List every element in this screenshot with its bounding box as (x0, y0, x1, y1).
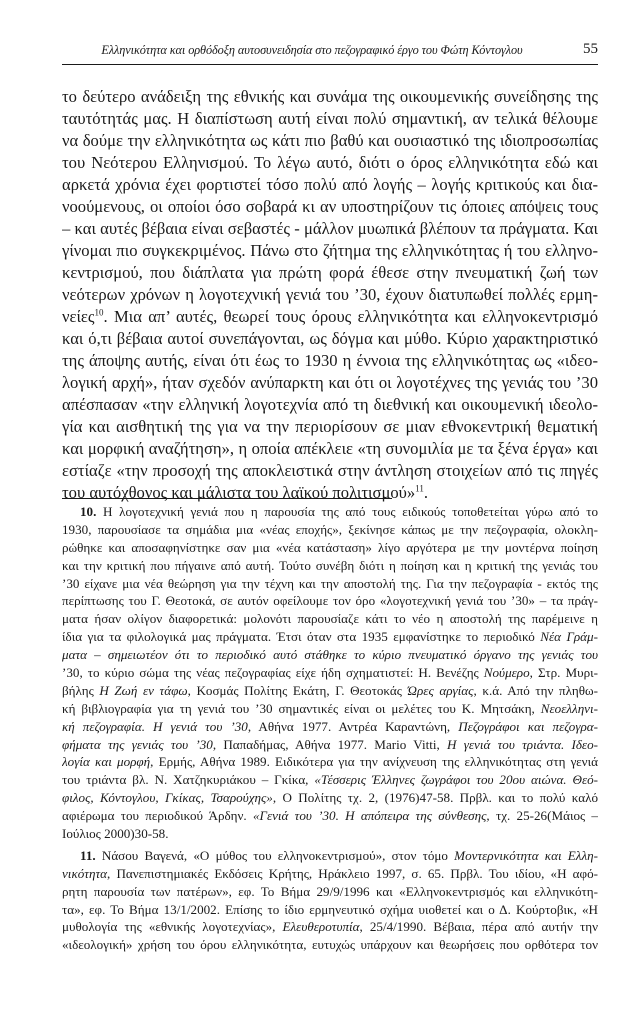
text-line: ταυτότητάς μας. Η διαπίστωση αυτή είναι πολύ σημαντική, αν τελικά θέλουμε (62, 109, 598, 128)
text-fragment: Νάσου Βαγενά, «Ο μύθος του ελληνοκεντρισμού», στον τόμο (101, 847, 455, 863)
text-fragment: αφιέρωμα του περιοδικού Άρδην. (62, 808, 253, 824)
main-text (62, 86, 598, 504)
italic-title: κή πεζογραφία. Η γενιά του ’30 (62, 718, 248, 734)
text-line: του Νεότερου Ελληνισμού. Το λέγω αυτό, διότι ο όρος ελληνικότητα εδώ και (62, 153, 598, 172)
footnote-11-line (62, 918, 598, 936)
text-fragment: του αυτόχθονος και μάλιστα του λαϊκού πολιτισμού» (62, 483, 416, 502)
text-fragment: , Ερμής, Αθήνα 1989. Ειδικότερα για την ανίχνευση της ελληνικότητας στη γενιά (150, 754, 598, 770)
footnote-10-line (62, 700, 598, 718)
text-line: νεότερων χρόνων η λογοτεχνική γενιά του ’30, έχουν διατυπωθεί πολλές ερμη- (62, 285, 598, 304)
text-fragment: ’30, το κύριο σώμα της νέας πεζογραφίας είχε ήδη σχηματιστεί: Η. Βενέζης (62, 665, 484, 681)
footnote-11-line (62, 865, 598, 883)
italic-title: ματα – σημειωτέον ότι το περιοδικό αυτό στάθηκε το κύριο πνευματικό όργανο της γενιάς του (62, 647, 598, 663)
footnote-10-line (62, 682, 598, 700)
italic-title: Ελευθεροτυπία (282, 919, 360, 935)
italic-title: Νέα Γράμ- (540, 629, 598, 645)
text-fragment: , κ.ά. Από την πληθω- (473, 682, 598, 698)
text-fragment: ίδια για τα φιλολογικά μας πράγματα. Έτσι όταν στα 1935 εμφανίστηκε το περιοδικό (62, 629, 541, 645)
text-fragment: . Μια απ’ αυτές, θεωρεί τους όρους ελληνικότητα και ελληνοκεντρισμό (103, 307, 598, 326)
text-line: και μορφική αναζήτηση», η οποία απέκλειε «τη συνομιλία με τα ξένα έργα» και (62, 439, 598, 458)
footnote-10-line: ματα ήσαν ολίγον διαφορετικά: μολονότι παρουσίαζε κάτι το νέο η αποστολή της παρέμεινε η (62, 611, 598, 627)
italic-title: φήματα της γενιάς του ’30 (62, 736, 213, 752)
text-fragment: , Στρ. Μυρι- (529, 665, 598, 681)
text-fragment: μυθολογία της «εθνικής λογοτεχνίας», (62, 919, 283, 935)
text-line (62, 306, 598, 328)
text-fragment: τχ. 25-26(Μάιος – (489, 808, 598, 824)
footnote-ref-10[interactable]: 10 (94, 307, 104, 318)
footnote-10-line: και την κριτική που πήγαινε από αυτή. Τούτο συνέβη διότι η ποίηση και η κριτική της γενιάς του (62, 557, 598, 573)
italic-title: Πεζογράφοι και πεζογρα- (458, 718, 598, 734)
footnote-10-line (62, 807, 598, 825)
italic-title: φιλος, Κόντογλου, Γκίκας, Τσαρούχης» (62, 790, 273, 806)
footnote-10-line (62, 628, 598, 646)
italic-title: Νούμερο (483, 665, 530, 681)
text-line: και ό,τι βέβαια αυτοί συνεπάγονται, ως δόγμα και μύθο. Κύριο χαρακτηριστικό (62, 329, 598, 348)
footnote-11-line: «ιδεολογική» χρήση του όρου ελληνικότητα, ευτυχώς υπάρχουν και θεωρήσεις που ορθότερα τον (62, 937, 598, 953)
footnote-10-line (62, 753, 598, 771)
footnote-11-line: ρητη παρουσία των πατέρων», εφ. Το Βήμα 29/9/1996 και «Ελληνοκεντρισμός και ελληνικότη- (62, 883, 598, 899)
italic-title: Ώρες αργίας (407, 682, 474, 698)
page-number: 55 (583, 41, 598, 57)
footnote-11-line (62, 847, 598, 865)
footnote-10-line: ’30 είχανε μια νέα θεώρηση για την τέχνη και την αποστολή της. Για την πεζογραφία - εκτός της (62, 575, 598, 591)
text-line: κεντρισμού, που διάπλατα για πρώτη φορά έθεσε στην πνευματική ζωή των (62, 263, 598, 282)
text-fragment: , Παπαδήμας, Αθήνα 1977. Mario Vitti, (212, 736, 448, 752)
text-line: αρκετά χρόνια έχει φορτιστεί τόσο πολύ από λογής – λογής κριτικούς και δια- (62, 175, 598, 194)
text-fragment: . (423, 483, 428, 502)
footnote-10-line: 1930, παρουσίασε τα σημάδια μια «νέας εποχής», ξεκίνησε κάπως με την πεζογραφία, ολοκλη- (62, 521, 598, 537)
text-fragment: , Πανεπιστημιακές Εκδόσεις Κρήτης, Ηράκλειο 1997, σ. 65. Πρβλ. Του ιδίου, «Η αφό- (107, 865, 598, 881)
italic-title: Νεοελληνι- (540, 700, 598, 716)
text-fragment: , 25/4/1990. Βέβαια, πέρα από αυτήν την (359, 919, 598, 935)
footnote-number: 10. (80, 504, 97, 519)
footnote-10-line (62, 789, 598, 807)
running-title: Ελληνικότητα και ορθόδοξη αυτοσυνειδησία στο πεζογραφικό έργο του Φώτη Κόντογλου (101, 43, 523, 57)
footnote-number: 11. (80, 847, 96, 863)
text-fragment: Η λογοτεχνική γενιά που η παρουσία της από τους ειδικούς τοποθετείται γύρω από το (103, 504, 598, 519)
text-fragment: του τριάντα βλ. Ν. Χατζηκυριάκου – Γκίκα, (62, 772, 315, 788)
text-line: της άποψης αυτής, είναι ότι έως το 1930 η έννοια της ελληνικότητας ως «ιδεο- (62, 351, 598, 370)
header-rule (62, 64, 598, 65)
text-line: νοούμενους, οι οποίοι όσο σοβαρά κι αν υποστηρίζουν τις όποιες απόψεις τους (62, 197, 598, 216)
footnote-10-line (62, 664, 598, 682)
footnote-10-line (62, 736, 598, 754)
text-fragment: , Ο Πολίτης τχ. 2, (1976)47-58. Πρβλ. και το πολύ καλό (272, 790, 598, 806)
footnotes (62, 503, 598, 954)
footnote-10-line (62, 646, 598, 664)
italic-title: Η γενιά του τριάντα. Ιδεο- (447, 736, 598, 752)
text-fragment: βήλης (62, 682, 100, 698)
italic-title: Μοντερνικότητα και Ελλη- (454, 847, 598, 863)
italic-title: «Γενιά του ’30. Η απόπειρα της σύνθεσης, (252, 808, 490, 824)
text-line: το δεύτερο ανάδειξη της εθνικής και συνάμα της οικουμενικής συνείδησης της (62, 87, 598, 106)
footnote-rule (62, 498, 392, 499)
text-line: λογική αρχή», ήταν σχεδόν ανύπαρκτη και ότι οι λογοτέχνες της γενιάς του ’30 (62, 373, 598, 392)
italic-title: «Τέσσερις Έλληνες ζωγράφοι του 20ου αιώνα. Θεό- (314, 772, 598, 788)
text-line: γία και αισθητική της για να την περιορίσουν σε μιαν εθνοκεντρική θεματική (62, 417, 598, 436)
footnote-10-line: Ιούλιος 2000)30-58. (62, 826, 169, 842)
text-line (62, 482, 598, 504)
running-header (62, 41, 598, 61)
footnote-10-line (62, 718, 598, 736)
footnote-10-line (62, 503, 598, 521)
text-fragment: νείες (62, 307, 95, 326)
footnote-11-line: τα», εφ. Το Βήμα 13/1/2002. Επίσης το ίδιο ερμηνευτικό σχήμα υιοθετεί και ο Δ. Κούρτοβικ, «Η (62, 901, 598, 917)
footnote-10-line (62, 771, 598, 789)
italic-title: νικότητα (62, 865, 108, 881)
text-fragment: κή βιβλιογραφία για τη γενιά του ’30 σημαντικές είναι οι μελέτες του Κ. Μητσάκη, (62, 700, 541, 716)
text-line: – και αυτές βέβαια είναι σεβαστές - μάλλον μυωπικά βλέπουν τα πράγματα. Και (62, 219, 598, 238)
text-line: να δούμε την ελληνικότητα ως κάτι πιο βαθύ και ουσιαστικό της ιδιοπροσωπίας (62, 131, 598, 150)
italic-title: λογία και μορφή (62, 754, 151, 770)
text-line: εστίαζε «την προσοχή της αποκλειστικά στην άντληση στοιχείων από τις πηγές (62, 461, 598, 480)
text-fragment: , Κοσμάς Πολίτης Εκάτη, Γ. Θεοτοκάς (187, 682, 408, 698)
text-line: γίνομαι πιο συγκεκριμένος. Πάνω στο ζήτημα της ελληνικότητας ή του ελληνο- (62, 241, 598, 260)
footnote-10-line: ρώθηκε και αποσαφηνίστηκε σαν μια «νέα κατάσταση» λίγο αργότερα με την μοντέρνα ποίηση (62, 539, 598, 555)
footnote-ref-11[interactable]: 11 (415, 483, 424, 494)
footnote-10-line: περίπτωσης του Γ. Θεοτοκά, σε αυτόν οφείλουμε τον όρο «λογοτεχνική γενιά του ’30» – τα πράγ- (62, 593, 598, 609)
text-fragment: , Αθήνα 1977. Αντρέα Καραντώνη, (247, 718, 459, 734)
italic-title: Η Ζωή εν τάφω (99, 682, 188, 698)
text-line: απέσπασαν «την ελληνική λογοτεχνία από τη διεθνική και οικουμενική ιδεολο- (62, 395, 598, 414)
